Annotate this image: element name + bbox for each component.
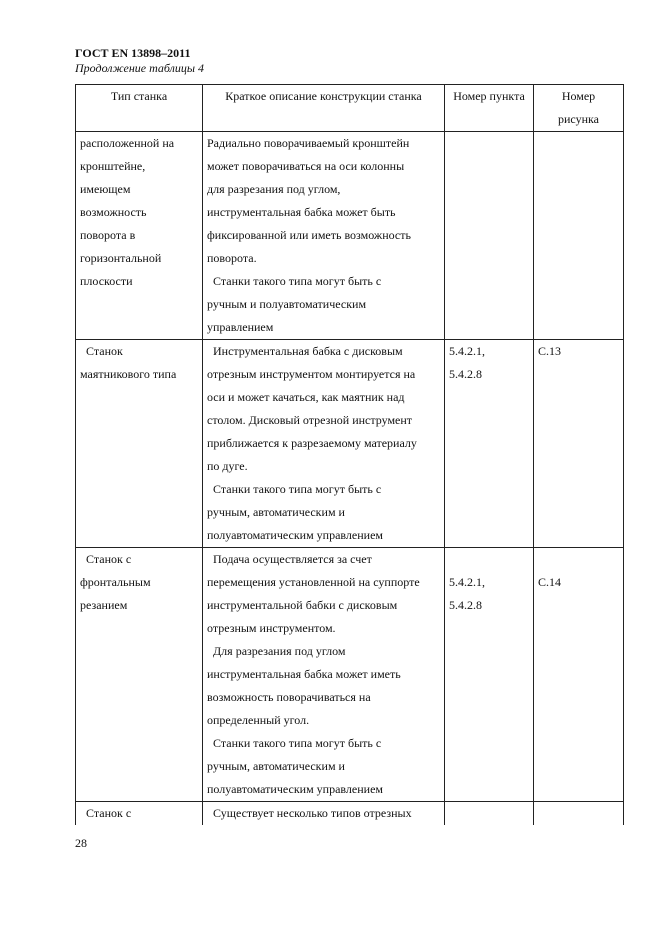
cell-clause xyxy=(445,548,534,802)
cell-description-line: отрезным инструментом монтируется на xyxy=(207,367,416,381)
cell-clause-line: 5.4.2.1, xyxy=(449,575,485,589)
col-header-figure-line: рисунка xyxy=(558,112,599,126)
cell-description-line: инструментальная бабка может иметь xyxy=(207,667,401,681)
cell-description xyxy=(203,132,445,340)
cell-description xyxy=(203,340,445,548)
cell-figure-line xyxy=(538,548,619,571)
cell-clause-line: 5.4.2.8 xyxy=(449,598,482,612)
cell-description-line: полуавтоматическим управлением xyxy=(207,528,384,542)
cell-machine-type-line: поворота в xyxy=(80,228,136,242)
cell-description xyxy=(203,548,445,802)
cell-clause-line: 5.4.2.8 xyxy=(449,367,482,381)
cell-description-line: для разрезания под углом, xyxy=(207,182,341,196)
standard-designation: ГОСТ EN 13898–2011 xyxy=(75,46,191,60)
cell-machine-type xyxy=(76,340,203,548)
cell-description-line: оси и может качаться, как маятник над xyxy=(207,390,405,404)
cell-machine-type xyxy=(76,548,203,802)
cell-description-line: Станки такого типа могут быть с xyxy=(207,736,382,750)
cell-machine-type-line: возможность xyxy=(80,205,147,219)
cell-machine-type-line: расположенной на xyxy=(80,136,175,150)
cell-clause xyxy=(445,132,534,340)
cell-description-line: Подача осуществляется за счет xyxy=(207,552,372,566)
cell-figure-line: С.13 xyxy=(538,344,562,358)
cell-figure-line: С.14 xyxy=(538,575,562,589)
cell-figure xyxy=(534,340,624,548)
machine-types-table xyxy=(75,84,624,825)
cell-machine-type-line: имеющем xyxy=(80,182,131,196)
cell-clause xyxy=(445,340,534,548)
cell-description-line: Станки такого типа могут быть с xyxy=(207,274,382,288)
col-header-description: Краткое описание конструкции станка xyxy=(203,85,445,132)
table-row xyxy=(76,132,624,340)
cell-description-line: фиксированной или иметь возможность xyxy=(207,228,411,242)
table-row xyxy=(76,340,624,548)
cell-description-line: управлением xyxy=(207,320,274,334)
cell-description-line: Для разрезания под углом xyxy=(207,644,346,658)
cell-machine-type-line: фронтальным xyxy=(80,575,151,589)
table-continuation-caption: Продолжение таблицы 4 xyxy=(75,61,205,75)
cell-description-line: перемещения установленной на суппорте xyxy=(207,575,420,589)
cell-figure xyxy=(534,802,624,826)
cell-description-line: приближается к разрезаемому материалу xyxy=(207,436,417,450)
table-row xyxy=(76,548,624,802)
cell-machine-type-line: Станок с xyxy=(80,552,132,566)
cell-description-line: Инструментальная бабка с дисковым xyxy=(207,344,403,358)
cell-machine-type-line: резанием xyxy=(80,598,128,612)
cell-description xyxy=(203,802,445,826)
cell-machine-type xyxy=(76,132,203,340)
table-header-row xyxy=(76,85,624,132)
cell-machine-type-line: Станок xyxy=(80,344,123,358)
cell-description-line: определенный угол. xyxy=(207,713,310,727)
cell-machine-type-line: Станок с xyxy=(80,806,132,820)
cell-description-line: ручным и полуавтоматическим xyxy=(207,297,367,311)
col-header-figure-line: Номер xyxy=(561,89,596,103)
cell-description-line: по дуге. xyxy=(207,459,248,473)
col-header-figure xyxy=(534,85,624,132)
cell-description-line: инструментальная бабка может быть xyxy=(207,205,396,219)
cell-description-line: возможность поворачиваться на xyxy=(207,690,371,704)
cell-description-line: столом. Дисковый отрезной инструмент xyxy=(207,413,413,427)
cell-description-line: ручным, автоматическим и xyxy=(207,759,345,773)
cell-description-line: отрезным инструментом. xyxy=(207,621,336,635)
col-header-machine-type: Тип станка xyxy=(76,85,203,132)
cell-clause-line: 5.4.2.1, xyxy=(449,344,485,358)
cell-description-line: может поворачиваться на оси колонны xyxy=(207,159,405,173)
col-header-clause: Номер пункта xyxy=(445,85,534,132)
cell-machine-type-line: горизонтальной xyxy=(80,251,162,265)
cell-machine-type-line: маятникового типа xyxy=(80,367,177,381)
cell-machine-type xyxy=(76,802,203,826)
cell-machine-type-line: плоскости xyxy=(80,274,133,288)
cell-clause-line xyxy=(449,548,529,571)
cell-description-line: Станки такого типа могут быть с xyxy=(207,482,382,496)
table-row xyxy=(76,802,624,826)
cell-figure xyxy=(534,548,624,802)
cell-description-line: поворота. xyxy=(207,251,257,265)
cell-description-line: Радиально поворачиваемый кронштейн xyxy=(207,136,410,150)
page-number: 28 xyxy=(75,836,87,850)
cell-figure xyxy=(534,132,624,340)
cell-machine-type-line: кронштейне, xyxy=(80,159,146,173)
cell-clause xyxy=(445,802,534,826)
cell-description-line: полуавтоматическим управлением xyxy=(207,782,384,796)
cell-description-line: Существует несколько типов отрезных xyxy=(207,806,412,820)
cell-description-line: ручным, автоматическим и xyxy=(207,505,345,519)
cell-description-line: инструментальной бабки с дисковым xyxy=(207,598,398,612)
